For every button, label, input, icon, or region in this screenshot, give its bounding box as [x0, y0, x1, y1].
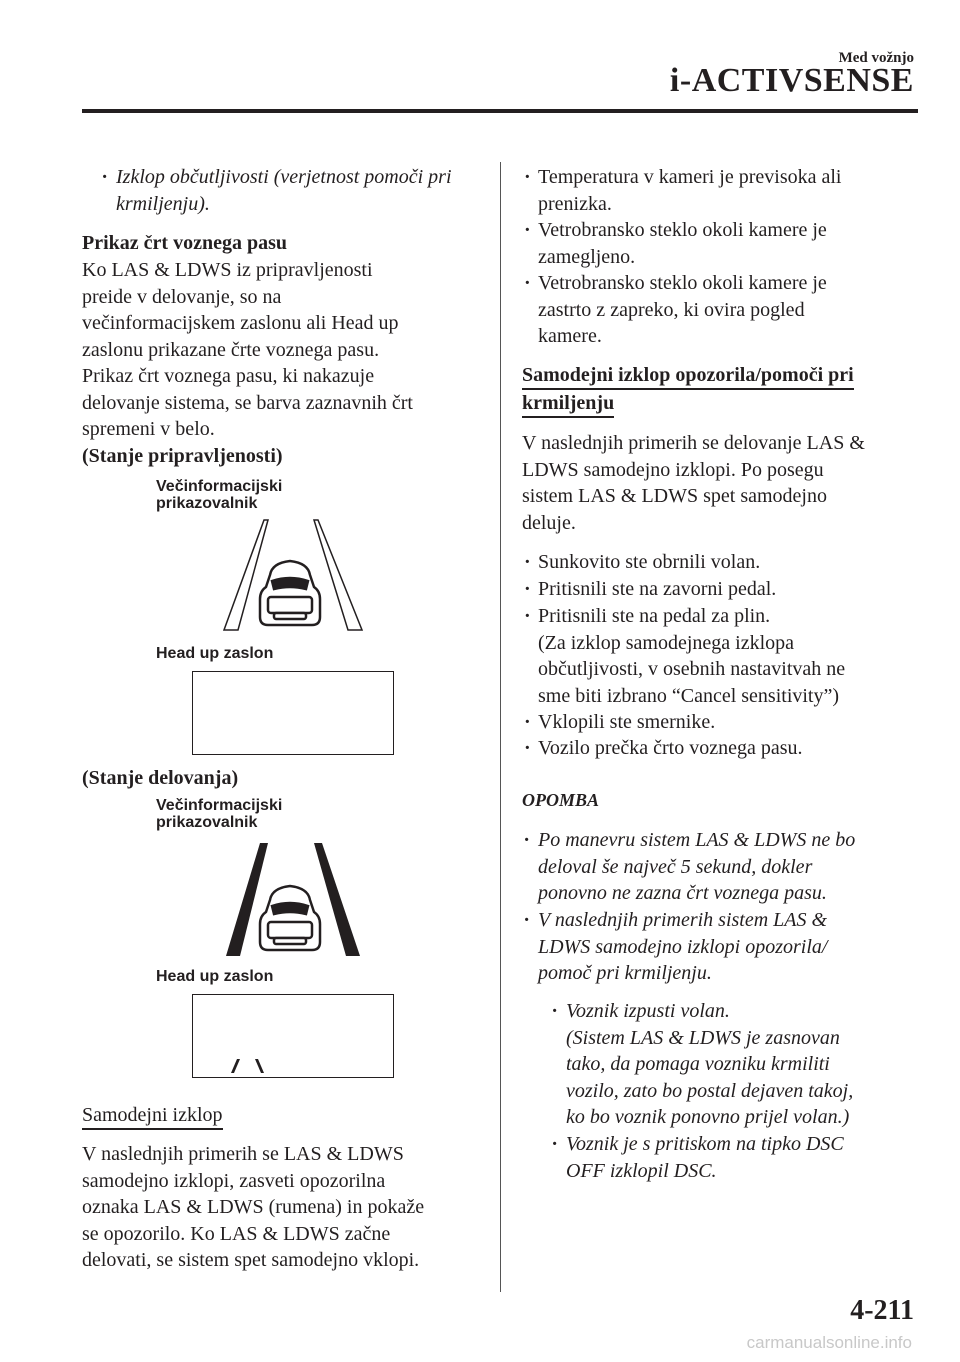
figure1-mid-display — [210, 515, 370, 635]
header-rule — [82, 109, 918, 113]
state-standby-heading: (Stanje pripravljenosti) — [82, 445, 283, 467]
figure2-mid-display — [210, 838, 370, 960]
state-active-heading: (Stanje delovanja) — [82, 767, 239, 789]
figure1-label-mid: Večinformacijski prikazovalnik — [156, 478, 283, 512]
note-item: · V naslednjih primerih sistem LAS & LDWS samodejno izklopi opozorila/ pomoč pri krmiljenju. — [520, 907, 928, 987]
list-item: · Vklopili ste smernike. — [520, 709, 928, 736]
column-divider — [500, 162, 501, 1292]
note-subitem: · Voznik izpusti volan. (Sistem LAS & LDWS je zasnovan tako, da pomaga vozniku krmiliti vozilo, zato bo postal dejaven takoj, ko bo voznik ponovno prijel volan.) — [548, 998, 936, 1131]
chapter-title: i-ACTIVSENSE — [669, 62, 914, 99]
car-icon — [260, 886, 320, 950]
figure2-label-hud: Head up zaslon — [156, 968, 274, 985]
hud-lane-marks — [193, 995, 393, 1077]
section-label: Med vožnjo — [838, 50, 914, 66]
list-item: · Sunkovito ste obrnili volan. — [520, 549, 928, 576]
figure2-hud-box — [192, 994, 394, 1078]
list-item: · Vetrobransko steklo okoli kamere je zamegljeno. — [520, 217, 928, 270]
list-item: · Temperatura v kameri je previsoka ali prenizka. — [520, 164, 928, 217]
watermark[interactable]: carmanualsonline.info — [746, 1333, 912, 1352]
heading-lane-lines: Prikaz črt voznega pasu — [82, 232, 287, 254]
auto-off-assist-paragraph: V naslednjih primerih se delovanje LAS & LDWS samodejno izklopi. Po posegu sistem LAS & LDWS spet samodejno deluje. — [522, 432, 865, 534]
heading-auto-off-assist: Samodejni izklop opozorila/pomoči pri krmiljenju — [522, 362, 854, 418]
list-item: · Pritisnili ste na zavorni pedal. — [520, 576, 928, 603]
figure1-label-hud: Head up zaslon — [156, 645, 274, 662]
top-bullet: · Izklop občutljivosti (verjetnost pomoči pri krmiljenju). — [98, 164, 496, 217]
auto-off-paragraph: V naslednjih primerih se LAS & LDWS samodejno izklopi, zasveti opozorilna oznaka LAS & LDWS (rumena) in pokaže se opozorilo. Ko LAS & LDWS začne delovati, se sistem spet samodejno vklopi. — [82, 1143, 425, 1271]
lane-lines-paragraph: Ko LAS & LDWS iz pripravljenosti preide v delovanje, so na večinformacijskem zaslonu ali Head up zaslonu prikazane črte voznega pasu. Prikaz črt voznega pasu, ki nakazuje delovanje sistema, se barva zaznavnih črt spremeni v belo. — [82, 259, 413, 440]
car-icon — [260, 561, 320, 625]
figure1-hud-box — [192, 671, 394, 755]
note-title: OPOMBA — [522, 790, 600, 810]
note-item: · Po manevru sistem LAS & LDWS ne bo deloval še največ 5 sekund, dokler ponovno ne zazna črt voznega pasu. — [520, 827, 928, 907]
figure2-label-mid: Večinformacijski prikazovalnik — [156, 797, 283, 831]
list-item: · Pritisnili ste na pedal za plin. (Za izklop samodejnega izklopa občutljivosti, v osebnih nastavitvah ne sme biti izbrano “Cancel sensitivity”) — [520, 603, 928, 709]
list-item: · Vozilo prečka črto voznega pasu. — [520, 735, 928, 762]
heading-auto-off: Samodejni izklop — [82, 1102, 223, 1130]
list-item: · Vetrobransko steklo okoli kamere je zastrto z zapreko, ki ovira pogled kamere. — [520, 270, 928, 350]
page-number: 4-211 — [850, 1295, 914, 1326]
note-subitem: · Voznik je s pritiskom na tipko DSC OFF izklopil DSC. — [548, 1131, 936, 1184]
